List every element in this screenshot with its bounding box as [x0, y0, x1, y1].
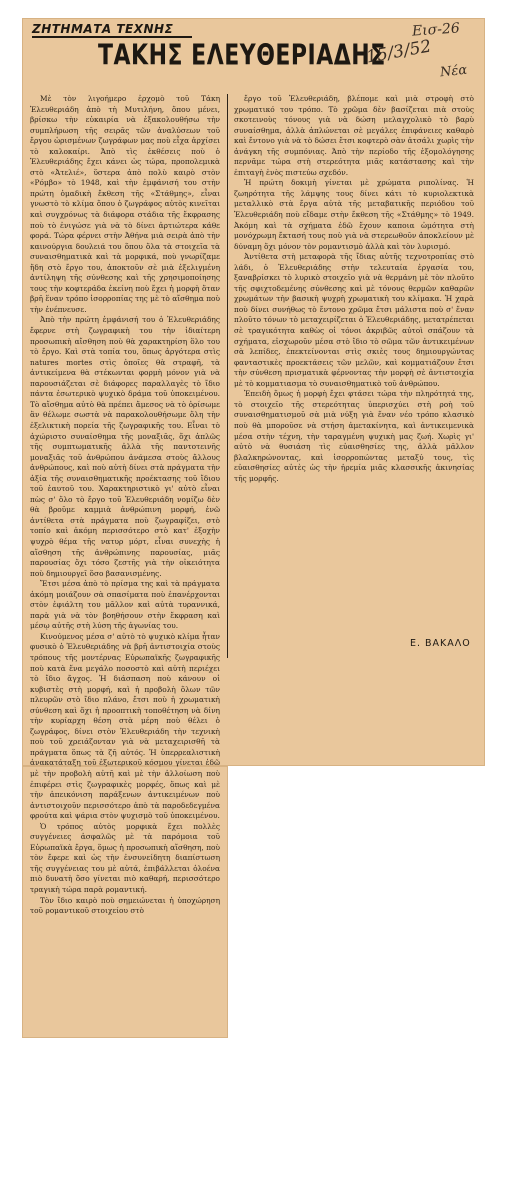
- handwritten-reference: Εισ-26: [411, 20, 461, 40]
- article-headline: ΤΑΚΗΣ ΕΛΕΥΘΕΡΙΑΔΗΣ: [98, 40, 386, 73]
- paragraph: Κινούμενος μέσα σ' αὐτὸ τὸ ψυχικὸ κλίμα ἦταν φυσικὸ ὁ Ἐλευθεριάδης νὰ βρῆ ἀντιστοιχία στοὺς τρόπους τῆς μοντέρνας Εὐρωπαϊκῆς ζωγραφικῆς ποὺ κατὰ ἕνα μεγάλο ποσοστὸ καὶ αὐτὴ περιέχει τὸ ἴδιο ἄγχος. Ἡ διάσπαση ποὺ κάνουν οἱ κυβιστὲς στὴ μορφή, καὶ ἡ προβολὴ ὅλων τῶν πλευρῶν στὸ ἴδιο πλάνο, ἔτσι ποὺ ἡ χρωματικὴ σύνθεση καὶ ὄχι ἡ προοπτικὴ τοποθέτηση νὰ δίνη τὴν κυρίαρχη θέση στὰ μέρη ποὺ θέλει ὁ ζωγράφος, δίνει στὸν Ἐλευθεριάδη τὴν τεχνικὴ ποὺ τοῦ χρειάζονταν γιὰ νὰ μεταχειρισθῆ τὰ πράγματα ὅπως τὰ ζῆ αὐτός. Ἡ ὑπερρεαλιστικὴ ἀνακατάταξη τοῦ ἐξωτερικοῦ κόσμου γίνεται ἐδῶ μὲ τὴν προβολὴ αὐτῆ καὶ μὲ τὴν ἀλλοίωση ποὺ ἐπιφέρει στὶς ζωγραφικὲς μορφές, ὅπως καὶ μὲ τὴν ἀπεικόνιση παράξενων ἀντικειμένων ποὺ ἀντιστοιχοῦν περισσότερο ἀπὸ τὰ παροδεδεγμένα φρούτα καὶ ψάρια στὸν ψυχισμὸ τοῦ ὑποκειμένου.: [30, 631, 220, 821]
- paragraph: Ἡ πρώτη δοκιμὴ γίνεται μὲ χρώματα ριπολίνας. Ἡ ζωηρότητα τῆς λάμψης τους δίνει κάτι τὸ κυριολεκτικὰ μεταλλικὸ στὰ ἔργα αὐτὰ τῆς μεταβατικῆς περιόδου τοῦ Ἐλευθεριάδη ποὺ εἴδαμε στὴν ἔκθεση τῆς «Στάθμης» τὸ 1949. Ἀκόμη καὶ τὰ σχήματα ἐδῶ ἔχουν καποια ὠμότητα στὴ μονόχρωμη ἔκτασή τους ποὺ γιὰ νὰ στερεωθοῦν ἀποκλείουν μὲ δύναμη ὄχι μόνον τὸν ρομαντισμὸ ἀλλὰ καὶ τὸν λυρισμό.: [234, 178, 474, 251]
- handwritten-publication: Νέα: [439, 62, 468, 81]
- article-column-right: [234, 94, 474, 484]
- handwritten-date: 15/3/52: [364, 36, 433, 68]
- paragraph: Ἐπειδὴ ὅμως ἡ μορφὴ ἔχει φτάσει τώρα τὴν πληρότητά της, τὸ στοιχεῖο τῆς στερεότητας ὑπερισχύει στὴ ροὴ τοῦ συναισθηματισμοῦ σὰ μιὰ νύξη γιὰ ἕναν νέο τρόπο κλασικὸ ποὺ θὰ μποροῦσε νὰ στήση ἀμετακίνητα, καὶ ἀντικειμενικὰ μέσα στὴν τέχνη, τὴν ταραγμένη ψυχικὴ μας ζωή. Χωρὶς γι' αὐτὸ νὰ θυσιάση τὶς εὐαισθησίες της, ἀλλὰ μᾶλλον βλαλκηρώνοντας, καὶ ἰσορροπώντας μεταξύ τους, τὶς εὐαισθησίες αὐτὲς ὡς τὴν ἠρεμία μιᾶς κλασσικῆς ἀκινησίας τῆς μορφῆς.: [234, 389, 474, 483]
- paragraph: Ἀντίθετα στὴ μεταφορὰ τῆς ἴδιας αὐτῆς τεχνοτροπίας στὸ λάδι, ὁ Ἐλευθεριάδης στὴν τελευταία ἐργασία του, ξαναβρίσκει τὸ λυρικὸ στοιχεῖο γιὰ νὰ θερμάνη μὲ τὸν πλοῦτο τῆς σφιχτοδεμένης σύνθεσης καὶ μὲ τόνους θερμῶν καθαρῶν χρωμάτων τὴν βασικὴ ψυχρὴ χρωματικὴ του κλίμακα. Ἡ χαρὰ ποὺ δίνει συνήθως τὸ ἔντονο χρῶμα ἔτσι μάλιστα ποὺ σ' ἕναν πλοῦτο τόνων τὸ μεταχειρίζεται ὁ Ἐλευθεριάδης, μετατρέπεται σὲ τραγικότητα καθὼς οἱ τόνοι ἀκριβῶς αὐτοὶ σπάζουν τὰ σχήματα, εἰσχωροῦν μέσα στὸ ἴδιο τὸ σῶμα τῶν ἀντικειμένων σὰ λεπίδες, ἐπεκτείνονται στὶς σκιὲς τους δημιουργώντας φανταστικὲς προεκτάσεις τῶν μελῶν, καὶ κομματιάζουν ἔτσι τὴν σύνθεση πρισματικὰ φέρνοντας τὴν μορφὴ σὲ ἀντιστοιχία μὲ τὸ κομματιασμα τὸ συναισθηματικὸ τοῦ ἀνθρώπου.: [234, 252, 474, 388]
- author-signature: Ε. ΒΑΚΑΛΟ: [410, 638, 471, 649]
- paragraph: Ὁ τρόπος αὐτὸς μορφικὰ ἔχει πολλὲς συγγένειες ἀσφαλῶς μὲ τὰ παρόμοια τοῦ Εὐρωπαϊκὰ ἔργα, ὅμως ἡ προσωπικὴ αἴσθηση, ποὺ τὸν ἔφερε καὶ ὡς τὴν ἐνσυνείδητη διαπίστωση τῆς συγγένειας του μὲ αὐτά, ἐπιβάλλεται ὁλοένα πιὸ δυνατὴ ὅσο γίνεται πιὸ καθαρή, περισσότερο τραγικὴ τώρα παρὰ ρομαντική.: [30, 821, 220, 895]
- column-divider: [227, 94, 228, 658]
- paragraph: Ἀπὸ τὴν πρώτη ἐμφάνισή του ὁ Ἐλευθεριάδης ἔφερνε στὴ ζωγραφικὴ του τὴν ἰδιαίτερη προσωπικὴ αἴσθηση ποὺ θὰ χαρακτηρίση ὅλο του τὸ ἔργο. Καὶ στὰ τοπία του, ὅπως ἀργότερα στὶς natures mortes στὶς ὁποῖες θὰ στραφῆ, τὰ ἀντικείμενα θὰ στέκωνται φορμὴ μόνον γιὰ νὰ παρουσιάζεται σὲ διάφορες παραλλαγὲς τὸ ἴδιο πάντα ἐσωτερικὸ ψυχικὸ δράμα τοῦ ὑποκειμένου. Τὸ αἴσθημα αὐτὸ θὰ πρέπει ἄμεσος νὰ τὸ ὁρίσωμε ἂν θέλωμε σωστὰ νὰ παρακολουθήσωμε ὅλη τὴν ἐξελικτικὴ πορεία τῆς ζωγραφικῆς του. Εἶναι τὸ ἀχώριστο συναίσθημα τῆς μοναξιᾶς, ὄχι ἁπλῶς τῆς συμπτωματικῆς ἀλλὰ τῆς παντοτεινῆς μοναξιᾶς τοῦ ἀνθρώπου ἀνάμεσα στοὺς ἄλλους ἀνθρώπους, καὶ ποὺ αὐτὴ δίνει στὰ πράγματα τὴν ἀξία τῆς συναισθηματικῆς προέκτασης τοῦ ἴδιου τοῦ ἑαυτοῦ του. Χαρακτηριστικὸ γι' αὐτὸ εἶναι πὼς σ' ὅλο τὸ ἔργο τοῦ Ἐλευθεριάδη νομίζω δὲν θὰ βροῦμε καμμιὰ ἀνθρώπινη μορφή, ἐνῶ ἀντίθετα στὰ πράγματα ποὺ ζωγραφίζει, στὸ τοπίο καὶ ἀκόμη περισσότερο στὸ κατ' ἐξοχὴν ψυχρὸ θέμα τῆς νατυρ μόρτ, εἶναι συνεχὴς ἡ αἴσθηση τῆς ἀνθρώπινης παρουσίας, μιᾶς παρουσίας ὄχι τόσο ζεστῆς γιὰ τὴν οἰκειότητα ποὺ δημιουργεῖ ὅσο βασανισμένης.: [30, 315, 220, 578]
- paragraph: Τὸν ἴδιο καιρὸ ποὺ σημειώνεται ἡ ὑποχώρηση τοῦ ρομαντικοῦ στοιχείου στὸ: [30, 895, 220, 916]
- section-label: ΖΗΤΗΜΑΤΑ ΤΕΧΝΗΣ: [32, 22, 192, 38]
- paragraph: Μὲ τὸν λιγοήμερο ἐρχομὸ τοῦ Τάκη Ἐλευθεριάδη ἀπὸ τὴ Μυτιλήνη, ὅπου μένει, βρίσκω τὴν εὐκαιρία νὰ ἐξακολουθήσω τὴν συμπλήρωση τῆς σειρᾶς τῶν ἀναλύσεων τοῦ ἔργου ὡρισμένων ζωγράφων μας ποὺ εἶχα ἀρχίσει τὸ καλοκαίρι. Ἀπὸ τὶς ἐκθέσεις ποὺ ὁ Ἐλευθεριάδης ἔχει κάνει ὡς τώρα, προπολεμικὰ στὸ «Ἀτελιέ», ὕστερα ἀπὸ πολὺ καιρὸ στὸν «Ρόμβο» τὸ 1948, καὶ τὴν ἐμφάνισή του στὴν πρώτη ὁμαδικὴ ἔκθεση τῆς «Στάθμης», εἶναι γνωστὸ τὸ κλίμα ὅπου ὁ ζωγράφος αὐτὸς κινεῖται καὶ συγχρόνως τὰ διάφορα στάδια τῆς ἔκφρασης ποὺ τὸ ἐνιγώσε γιὰ νὰ τὸ δίνει ἀρτιώτερα κάθε φορά. Τώρα φέρνει στὴν Ἀθήνα μιὰ σειρὰ ἀπὸ τὴν καινούργια δουλειά του ὅπου ὅλα τὰ στοιχεῖα τὰ συναισθηματικὰ καὶ τὰ μορφικά, ποὺ γνωρίζαμε ἤδη στὸ ἔργο του, ἀποκτοῦν σὲ μιὰ ἐξελιγμένη ἀντίληψη τῆς σύνθεσης καὶ τῆς χρησιμοποίησης τους τὴν κοφτεράδα ἐκείνη ποὺ ἔχει ἡ μορφὴ ὅταν βρῆ ἕναν τρόπο ἰσορροπίας της μὲ τὸ αἴσθημα ποὺ τὴν ἐνέπνευσε.: [30, 94, 220, 314]
- article-column-left: [30, 94, 220, 917]
- paragraph: Ἔτσι μέσα ἀπὸ τὸ πρίσμα της καὶ τὰ πράγματα ἀκόμη μοιάζουν σὰ σπασίματα ποὺ ἐπανέρχονται στὸν ἐφιάλτη του μᾶλλον καὶ αὐτὰ τυραννικά, παρὰ γιὰ νὰ τὸν βοηθήσουν στὴν ἔκφραση καὶ μέσῳ αὐτῆς στὴ λύση τῆς ἀγωνίας του.: [30, 579, 220, 631]
- paragraph: ἔργο τοῦ Ἐλευθεριάδη, βλέπομε καὶ μιὰ στροφὴ στὸ χρωματικό του τρόπο. Τὸ χρῶμα δὲν βασίζεται πιὰ στοὺς σκοτεινοὺς τόνους γιὰ νὰ δώση μελαγχολικὸ τὸ βαρὺ συναίσθημα, ἀλλὰ ἁπλώνεται σὲ μεγάλες ἐπιφάνειες καθαρὸ καὶ ἔντονο γιὰ νὰ τὸ δώσει ἔτσι κοφτερὸ σὰν ἀτσάλι χωρὶς τὴν ἀνάγκη τῆς συμπόνιας. Ἀπὸ τὴν περίοδο τῆς ἐξομολόγησης περνᾶμε τώρα στὴ στερεότητα μιᾶς κατάστασης καὶ τὴν ἐπιταγὴ ἑνὸς πιστεύω σχεδόν.: [234, 94, 474, 177]
